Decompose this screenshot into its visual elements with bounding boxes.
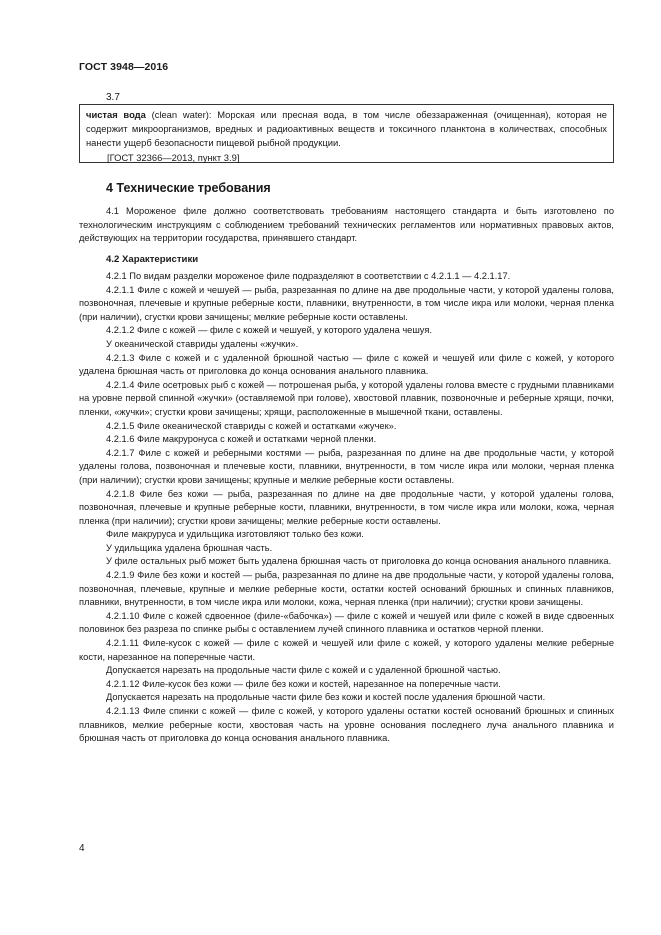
term-reference: [ГОСТ 32366—2013, пункт 3.9] bbox=[107, 151, 240, 163]
paragraph: 4.2.1.4 Филе осетровых рыб с кожей — потрошеная рыба, у которой удалены голова вместе с грудными плавниками на уровне первой спинной «жучки» (оставляемой при голове), хвостовой плавник, позвоночные и реберные хрящи, почки, пленки, «жучки»; сгустки крови зачищены; хрящи, расположенные в мышечной ткани, оставлены. bbox=[79, 379, 614, 417]
paragraph: Допускается нарезать на продольные части филе без кожи и костей после удаления брюшной части. bbox=[106, 692, 546, 703]
term-definition bbox=[86, 108, 607, 151]
paragraph: 4.2.1.5 Филе океанической ставриды с кожей и остатками «жучек». bbox=[106, 420, 397, 431]
clause-4-1 bbox=[79, 205, 614, 246]
paragraph: 4.2.1.9 Филе без кожи и костей — рыба, разрезанная по длине на две продольные части, у которой удалены голова, позвоночная, плечевые, крупные и мелкие реберные кости, остатки костей оснований брюшных и спинных плавников, плавники, внутренности, в том числе икра или молоки, кожа, черная пленка (при наличии); сгустки крови зачищены. bbox=[79, 570, 614, 608]
paragraph: 4.2.1 По видам разделки мороженое филе подразделяют в соответствии с 4.2.1.1 — 4.2.1.17. bbox=[106, 271, 511, 281]
document-header: ГОСТ 3948—2016 bbox=[79, 61, 169, 73]
paragraph: 4.2.1.13 Филе спинки с кожей — филе с кожей, у которого удалены остатки костей оснований брюшных и спинных плавников, мелкие реберные кости, хвостовая часть на уровне основания последнего луча анального плавника и брюшная часть от приголовка до конца основания анального плавника. bbox=[79, 706, 614, 744]
paragraph: У филе остальных рыб может быть удалена брюшная часть от приголовка до конца основания анального плавника. bbox=[106, 556, 612, 567]
paragraph: У удильщика удалена брюшная часть. bbox=[106, 542, 273, 553]
paragraph: 4.2.1.10 Филе с кожей сдвоенное (филе-«бабочка») — филе с кожей и чешуей или филе с кожей в виде сдвоенных половинок без разреза по спинке рыбы с оставлением лучей спинного плавника и остатков черной пленки. bbox=[79, 610, 614, 635]
section-title: 4 Технические требования bbox=[106, 181, 271, 195]
paragraph: У океанической ставриды удалены «жучки». bbox=[106, 338, 299, 349]
term-definition-box bbox=[79, 104, 614, 163]
paragraph: 4.2.1.11 Филе-кусок с кожей — филе с кожей и чешуей или филе с кожей, у которого удалены мелкие реберные кости, нарезанное на поперечные части. bbox=[79, 638, 614, 662]
paragraph: 4.2.1.6 Филе макруронуса с кожей и остатками черной пленки. bbox=[106, 434, 377, 445]
paragraph: Допускается нарезать на продольные части филе с кожей и с удаленной брюшной частью. bbox=[106, 665, 501, 676]
paragraph: 4.1 Мороженое филе должно соответствовать требованиям настоящего стандарта и быть изготовлено по технологическим инструкциям с соблюдением требований технических регламентов или нормативных правовых актов, действующих на территории государства, принявшего стандарт. bbox=[79, 206, 614, 244]
clause-4-2-paragraphs bbox=[79, 270, 614, 746]
term-number: 3.7 bbox=[106, 92, 120, 103]
paragraph: 4.2.1.3 Филе с кожей и с удаленной брюшной частью — филе с кожей и чешуей или филе с кожей, у которого удалена брюшная часть от приголовка до конца основания анального плавника. bbox=[79, 352, 614, 377]
subsection-title: 4.2 Характеристики bbox=[106, 254, 199, 265]
paragraph: 4.2.1.8 Филе без кожи — рыба, разрезанная по длине на две продольные части, у которой удалены голова, позвоночная, плечевые и крупные реберные кости, плавники, внутренности, в том числе икра или молоки, кожа, черная пленка (при наличии); сгустки крови зачищены; мелкие реберные кости оставлены. bbox=[79, 488, 614, 526]
term-definition-text: (clean water): Морская или пресная вода, в том числе обеззараженная (очищенная), которая не содержит микроорганизмов, вредных и радиоактивных веществ и токсичного планктона в количествах, способных нанести ущерб безопасности пищевой рыбной продукции. bbox=[86, 109, 607, 149]
paragraph: 4.2.1.2 Филе с кожей — филе с кожей и чешуей, у которого удалена чешуя. bbox=[106, 325, 432, 336]
paragraph: 4.2.1.7 Филе с кожей и реберными костями — рыба, разрезанная по длине на две продольные части, у которой удалены голова, позвоночная и плечевые кости, плавники, внутренности, в том числе икра или молоки, черная пленка (при наличии); сгустки крови зачищены; крупные и мелкие реберные кости оставлены. bbox=[79, 447, 614, 485]
paragraph: Филе макруруса и удильщика изготовляют только без кожи. bbox=[106, 529, 364, 540]
term-name: чистая вода bbox=[86, 109, 146, 120]
paragraph: 4.2.1.12 Филе-кусок без кожи — филе без кожи и костей, нарезанное на поперечные части. bbox=[106, 678, 501, 689]
paragraph: 4.2.1.1 Филе с кожей и чешуей — рыба, разрезанная по длине на две продольные части, у которой удалены голова, позвоночная, плечевые и крупные реберные кости, плавники, внутренности, в том числе икра или молоки, черная пленка (при наличии), сгустки крови зачищены; мелкие реберные кости оставлены. bbox=[79, 284, 614, 322]
page-number: 4 bbox=[79, 843, 85, 854]
